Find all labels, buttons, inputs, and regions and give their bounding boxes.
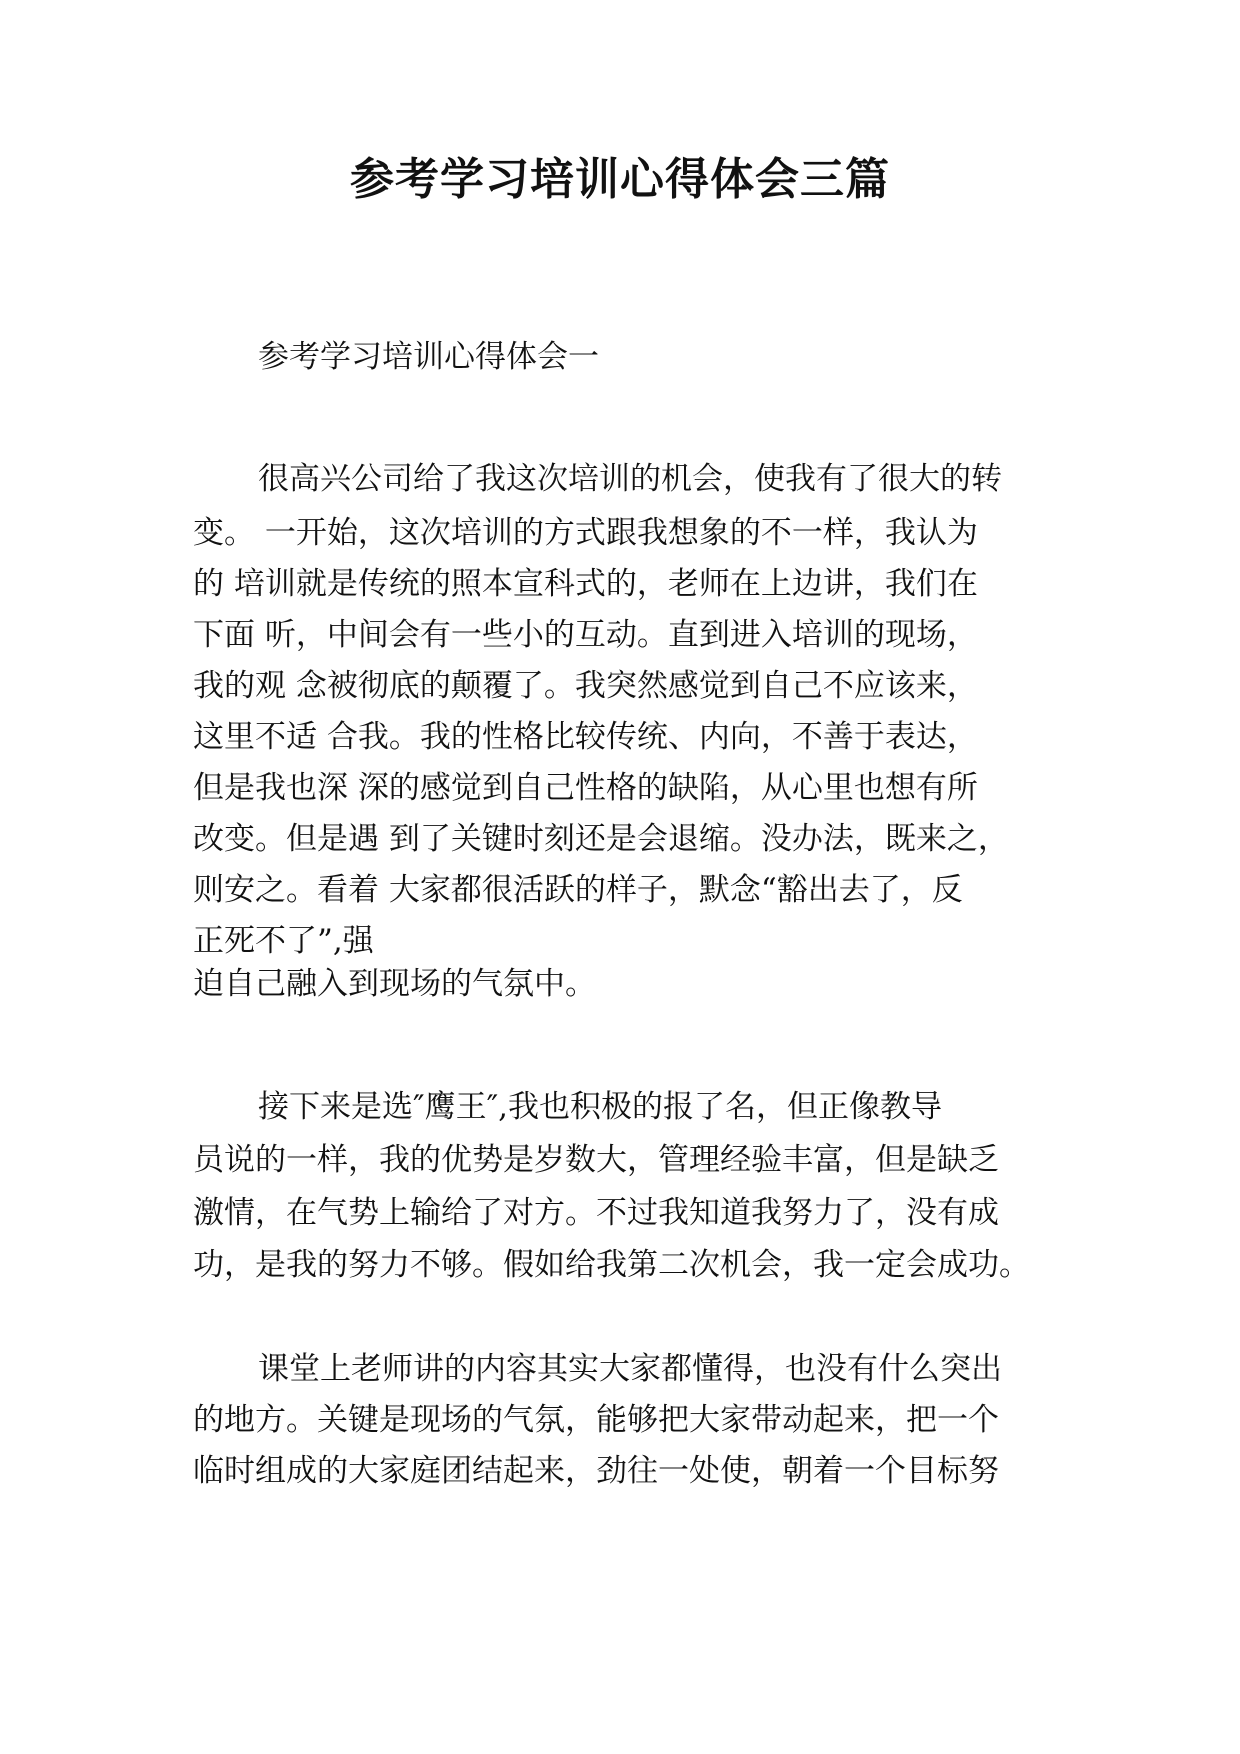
paragraph-line: 正死不了”,强 (193, 923, 374, 959)
paragraph-line: 但是我也深 深的感觉到自己性格的缺陷，从心里也想有所 (193, 770, 978, 806)
paragraph-line: 这里不适 合我。我的性格比较传统、内向，不善于表达， (193, 719, 978, 755)
document-title: 参考学习培训心得体会三篇 (350, 154, 890, 205)
paragraph-line: 员说的一样，我的优势是岁数大，管理经验丰富，但是缺乏 (193, 1142, 999, 1178)
paragraph-line: 我的观 念被彻底的颠覆了。我突然感觉到自己不应该来， (193, 668, 978, 704)
paragraph-line: 激情，在气势上输给了对方。不过我知道我努力了，没有成 (193, 1195, 999, 1231)
paragraph-line: 的 培训就是传统的照本宣科式的，老师在上边讲，我们在 (193, 566, 978, 602)
paragraph-line: 临时组成的大家庭团结起来，劲往一处使，朝着一个目标努 (193, 1453, 999, 1489)
paragraph-line: 功，是我的努力不够。假如给我第二次机会，我一定会成功。 (193, 1247, 1030, 1283)
paragraph-line: 改变。但是遇 到了关键时刻还是会退缩。没办法，既来之， (193, 821, 1009, 857)
paragraph-line: 下面 听，中间会有一些小的互动。直到进入培训的现场， (193, 617, 978, 653)
paragraph-line: 迫自己融入到现场的气氛中。 (193, 966, 596, 1002)
paragraph-line: 很高兴公司给了我这次培训的机会，使我有了很大的转 (258, 461, 1002, 497)
paragraph-line: 则安之。看着 大家都很活跃的样子，默念“豁出去了，反 (193, 872, 963, 908)
paragraph-line: 变。 一开始，这次培训的方式跟我想象的不一样，我认为 (193, 515, 978, 551)
paragraph-line: 接下来是选″鹰王″,我也积极的报了名，但正像教导 (258, 1089, 943, 1125)
paragraph-line: 的地方。关键是现场的气氛，能够把大家带动起来，把一个 (193, 1402, 999, 1438)
paragraph-line: 课堂上老师讲的内容其实大家都懂得，也没有什么突出 (258, 1351, 1002, 1387)
section-heading: 参考学习培训心得体会一 (258, 339, 599, 375)
